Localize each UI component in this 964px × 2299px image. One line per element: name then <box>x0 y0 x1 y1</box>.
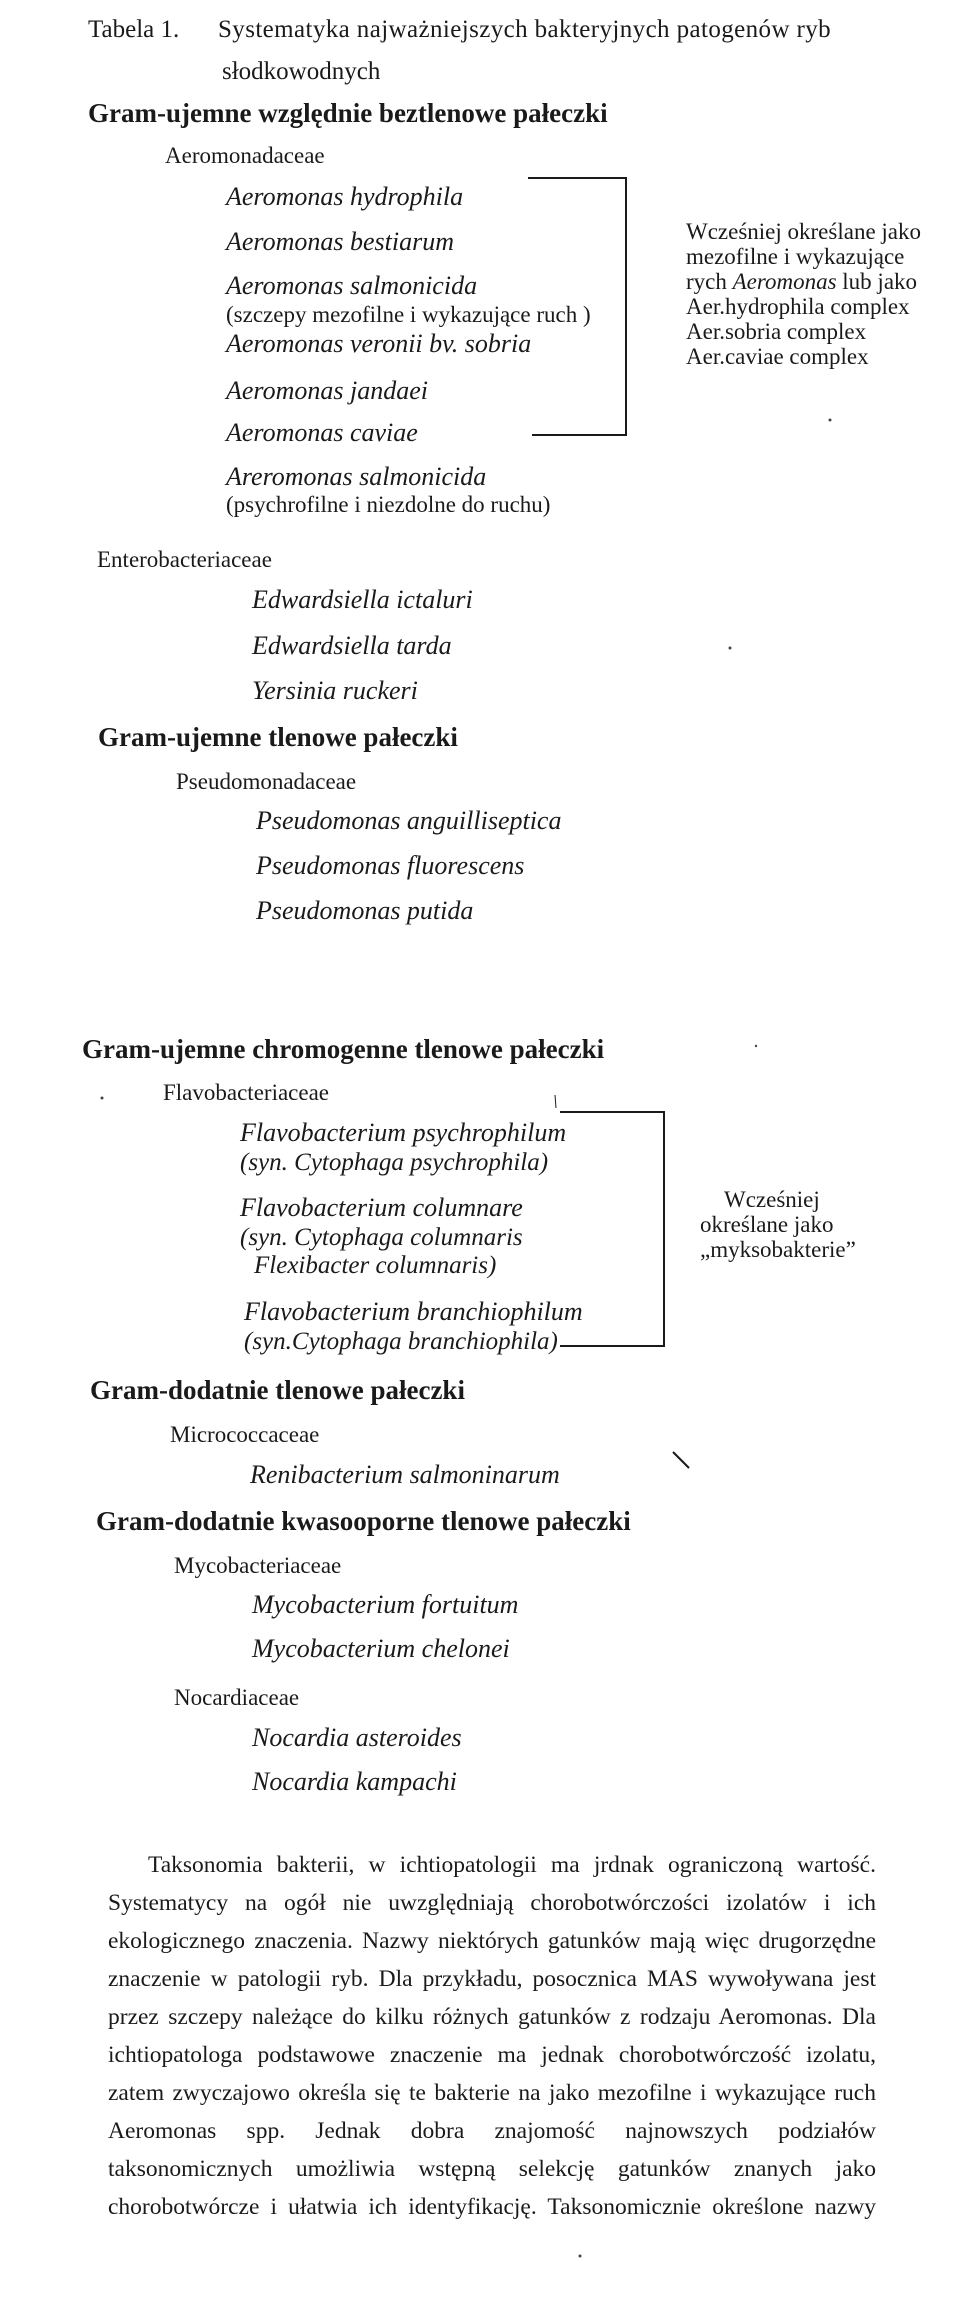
species-item: Pseudomonas putida <box>256 896 474 925</box>
species-item: Mycobacterium fortuitum <box>252 1590 519 1619</box>
species-item: Flexibacter columnaris) <box>254 1252 497 1279</box>
paragraph-line: ekologicznego znaczenia. Nazwy niektórych gatunków mają więc drugorzędne <box>108 1928 876 1954</box>
side-note-line: Wcześniej <box>724 1187 820 1212</box>
scan-speck <box>101 1097 104 1100</box>
species-item: Renibacterium salmoninarum <box>250 1460 560 1489</box>
paragraph-line: Systematycy na ogół nie uwzględniają chorobotwórczości izolatów i ich <box>108 1890 876 1916</box>
side-note-line: Aer.sobria complex <box>686 319 867 344</box>
family-name: Mycobacteriaceae <box>174 1553 342 1578</box>
species-item: Aeromonas bestiarum <box>226 227 454 256</box>
side-note-line: Wcześniej określane jako <box>686 219 921 244</box>
species-item: Flavobacterium columnare <box>240 1193 523 1222</box>
paragraph-line: przez szczepy należące do kilku różnych gatunków z rodzaju Aeromonas. Dla <box>108 2004 876 2030</box>
family-name: Micrococcaceae <box>170 1422 320 1447</box>
species-item: Edwardsiella ictaluri <box>252 585 473 614</box>
species-note: (szczepy mezofilne i wykazujące ruch ) <box>226 302 591 327</box>
species-note: (psychrofilne i niezdolne do ruchu) <box>226 492 551 517</box>
family-name: Enterobacteriaceae <box>97 547 272 572</box>
side-note-text: lub jako <box>842 269 918 294</box>
table-caption-line1: Systematyka najważniejszych bakteryjnych patogenów ryb <box>218 16 832 43</box>
group-heading: Gram-ujemne chromogenne tlenowe pałeczki <box>82 1034 605 1064</box>
species-item: (syn. Cytophaga columnaris <box>240 1224 523 1251</box>
side-note-line: mezofilne i wykazujące <box>686 244 905 269</box>
species-item: Nocardia kampachi <box>252 1767 457 1796</box>
bracket-flavobacterium <box>560 1112 664 1346</box>
group-heading: Gram-dodatnie kwasooporne tlenowe pałeczki <box>96 1506 631 1536</box>
species-item: Aeromonas caviae <box>226 418 418 447</box>
species-item: Pseudomonas anguilliseptica <box>256 806 562 835</box>
side-note-line: „myksobakterie” <box>700 1237 856 1262</box>
species-item: Aeromonas jandaei <box>226 376 428 405</box>
bracket-aeromonas <box>528 178 626 435</box>
species-item: Flavobacterium branchiophilum <box>244 1297 583 1326</box>
side-note-line: określane jako <box>700 1212 834 1237</box>
scan-speck <box>829 419 832 422</box>
species-item: (syn. Cytophaga psychrophila) <box>240 1149 549 1176</box>
paragraph-line: Aeromonas spp. Jednak dobra znajomość najnowszych podziałów <box>108 2118 876 2144</box>
paragraph-line: Taksonomia bakterii, w ichtiopatologii ma jrdnak ograniczoną wartość. <box>148 1852 876 1878</box>
scan-mark <box>673 1452 689 1468</box>
species-item: Pseudomonas fluorescens <box>256 851 525 880</box>
side-note-line: Aer.caviae complex <box>686 344 869 369</box>
species-item: Aeromonas salmonicida <box>226 271 478 300</box>
species-item: Aeromonas veronii bv. sobria <box>226 329 532 358</box>
paragraph-line: chorobotwórcze i ułatwia ich identyfikację. Taksonomicznie określone nazwy <box>108 2194 876 2220</box>
side-note-italic: Aeromonas <box>732 269 837 294</box>
species-item: Nocardia asteroides <box>252 1723 462 1752</box>
scan-speck <box>729 647 732 650</box>
group-heading: Gram-dodatnie tlenowe pałeczki <box>90 1375 465 1405</box>
species-item: Edwardsiella tarda <box>252 631 452 660</box>
group-heading: Gram-ujemne względnie beztlenowe pałeczki <box>88 98 608 128</box>
species-item: Areromonas salmonicida <box>226 462 487 491</box>
family-name: Flavobacteriaceae <box>163 1080 329 1105</box>
table-caption-label: Tabela 1. <box>88 16 180 43</box>
species-item: Flavobacterium psychrophilum <box>240 1118 567 1147</box>
species-item: (syn.Cytophaga branchiophila) <box>244 1328 558 1355</box>
species-item: Yersinia ruckeri <box>252 676 418 705</box>
scan-speck <box>579 2255 582 2258</box>
scan-speck <box>755 1045 757 1047</box>
family-name: Pseudomonadaceae <box>176 769 357 794</box>
table-caption-line2: słodkowodnych <box>222 58 381 85</box>
species-item: Aeromonas hydrophila <box>226 182 464 211</box>
family-name: Nocardiaceae <box>174 1685 300 1710</box>
paragraph-line: taksonomicznych umożliwia wstępną selekcję gatunków znanych jako <box>108 2156 876 2182</box>
scan-mark <box>555 1095 556 1108</box>
paragraph-line: znaczenie w patologii ryb. Dla przykładu, posocznica MAS wywoływana jest <box>108 1966 876 1992</box>
side-note-text: rych <box>686 269 727 294</box>
species-item: Mycobacterium chelonei <box>252 1634 510 1663</box>
paragraph-line: ichtiopatologa podstawowe znaczenie ma jednak chorobotwórczość izolatu, <box>108 2042 876 2068</box>
group-heading: Gram-ujemne tlenowe pałeczki <box>98 722 458 752</box>
side-note-line: Aer.hydrophila complex <box>686 294 910 319</box>
paragraph-line: zatem zwyczajowo określa się te bakterie na jako mezofilne i wykazujące ruch <box>108 2080 876 2106</box>
family-name: Aeromonadaceae <box>165 143 325 168</box>
